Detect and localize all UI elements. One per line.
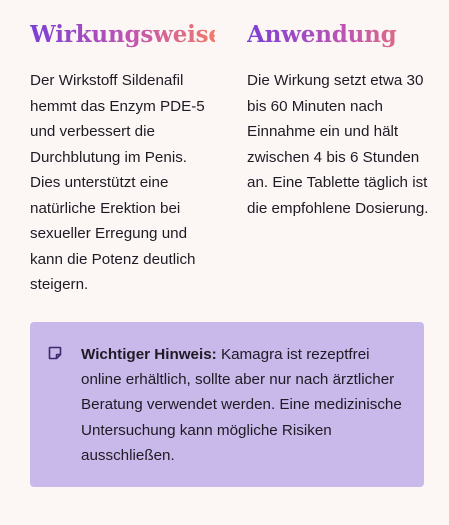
- section-wirkungsweise: [30, 20, 223, 298]
- section-title: Wirkungsweise: [30, 21, 223, 48]
- note-icon: [48, 346, 62, 360]
- section-text: Der Wirkstoff Sildenafil hemmt das Enzym PDE-5 und verbessert die Durchblutung im Penis. Dies unterstützt eine natürliche Erektion bei sexueller Erregung und kann die Potenz deutlich steigern.: [30, 72, 205, 293]
- notice-box: [30, 322, 424, 487]
- section-title: Anwendung: [247, 20, 432, 50]
- notice-body: Kamagra ist rezeptfrei online erhältlich, sollte aber nur nach ärztlicher Beratung verwendet werden. Eine medizinische Untersuchung kann mögliche Risiken ausschließen.: [81, 346, 402, 464]
- section-anwendung: [247, 20, 432, 221]
- notice-text: [81, 342, 411, 468]
- section-text: Die Wirkung setzt etwa 30 bis 60 Minuten nach Einnahme ein und hält zwischen 4 bis 6 Stunden an. Eine Tablette täglich ist die empfohlene Dosierung.: [247, 72, 429, 217]
- notice-label: Wichtiger Hinweis:: [81, 346, 217, 363]
